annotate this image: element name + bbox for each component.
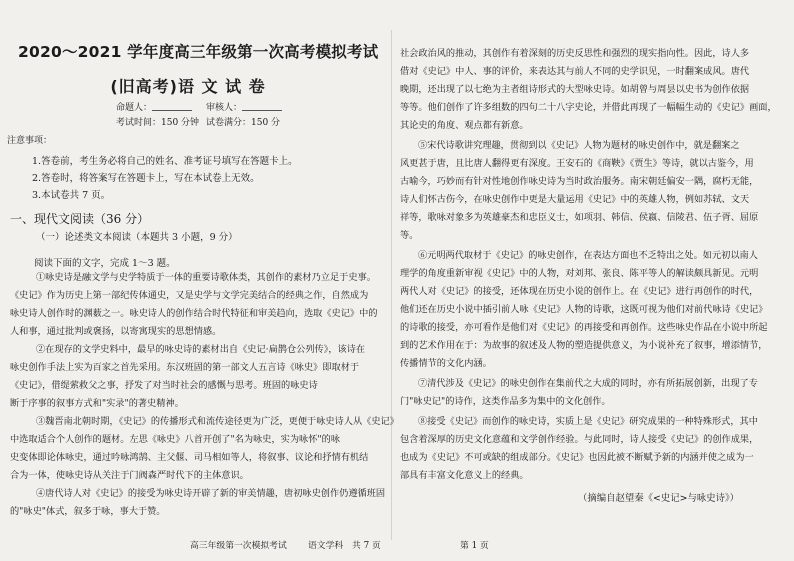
passage-line: 古喻今，巧妙而有针对性地创作咏史诗为当时政治服务。南宋朝廷偏安一隅，腐朽无能， [400, 176, 759, 187]
footer-subject-pages: 语文学科 共 7 页 [308, 541, 381, 551]
passage-line: 合为一体，使咏史诗从关注于门阀森严时代下的主体意识。 [10, 470, 249, 481]
passage-line: 传播情节的文化内涵。 [400, 358, 492, 369]
passage-line: 诗人们怀古伤今，在咏史创作中更是大量运用《史记》中的英雄人物，例如苏轼、文天 [400, 194, 750, 205]
passage-line: ①咏史诗是融文学与史学特质于一体的重要诗歌体类，其创作的素材乃立足于史事。 [36, 272, 376, 283]
exam-full-score: 试卷满分：150 分 [206, 118, 281, 128]
passage-line: 的"咏史"体式，叙多于咏，事大于赞。 [10, 506, 166, 517]
passage-line: 其论史的角度、观点都有新意。 [400, 120, 529, 131]
passage-line: 祥等，歌咏对象多为英雄豪杰和忠臣义士，如项羽、韩信、侯嬴、信陵君、伍子胥、屈原 [400, 212, 759, 223]
notice-heading: 注意事项： [7, 136, 53, 146]
passage-line: 部具有丰富文化意义上的经典。 [400, 470, 529, 481]
passage-line: 等。 [400, 230, 419, 241]
setter-label: 命题人： [116, 103, 153, 113]
section-title: 一、现代文阅读（36 分） [10, 212, 150, 226]
passage-line: 咏史创作手法上实为百家之首先采用。东汉班固的第一部文人五言诗《咏史》即取材于 [10, 362, 360, 373]
notice-item: 2.答卷时，将答案写在答题卡上，写在本试卷上无效。 [32, 173, 260, 184]
passage-line: 他们还在历史小说中插引前人咏《史记》人物的诗歌，这既可视为他们对前代咏诗《史记》 [400, 304, 768, 315]
passage-line: 理学的角度重新审视《史记》中的人物，对刘邦、张良、陈平等人的解读颇具新见。元明 [400, 268, 759, 279]
footer-page-number: 第 1 页 [460, 541, 489, 551]
passage-line: ⑧接受《史记》而创作的咏史诗，实质上是《史记》研究成果的一种特殊形式，其中 [418, 416, 758, 427]
passage-line: ⑥元明两代取材于《史记》的咏史创作，在表达方面也不乏特出之处。如元初以南人 [418, 250, 758, 261]
subsection-title: （一）论述类文本阅读（本题共 3 小题，9 分） [36, 232, 238, 243]
passage-line: 风更甚于唐，且比唐人翻得更有深度。王安石的《商鞅》《贾生》等诗，就以古鉴今，用 [400, 158, 754, 169]
notice-item: 3.本试卷共 7 页。 [32, 190, 111, 201]
passage-line: 《史记》，借缇萦救父之事，抒发了对当时社会的感慨与思考。班固的咏史诗 [10, 380, 318, 391]
passage-line: 两代人对《史记》的接受，还体现在历史小说的创作上。在《史记》进行再创作的时代， [400, 286, 759, 297]
passage-line: 断于序事的叙事方式和"实录"的著史精神。 [10, 398, 184, 409]
passage-line: ④唐代诗人对《史记》的接受为咏史诗开辟了新的审美情趣，唐初咏史创作仍遵循班固 [36, 488, 386, 499]
exam-subtitle: (旧高考)语 文 试 卷 [110, 77, 266, 96]
passage-line: 咏史诗人创作时的渊薮之一。咏史诗人的创作结合时代特征和审美趋向，选取《史记》中的 [10, 308, 378, 319]
setter-blank [152, 110, 192, 111]
exam-title: 2020～2021 学年度高三年级第一次高考模拟考试 [18, 43, 379, 61]
footer-exam-title: 高三年级第一次模拟考试 [190, 541, 287, 551]
exam-duration: 考试时间：150 分钟 [116, 118, 200, 128]
passage-line: 社会政治风的推动，其创作有着深刻的历史反思性和强烈的现实指向性。因此，诗人多 [400, 48, 750, 59]
passage-line: 史变体即论体咏史，通过吟咏鸿鹄、主父偃、司马相如等人，将叙事、议论和抒情有机结 [10, 452, 369, 463]
passage-line: 借对《史记》中人、事的评价，来表达其与前人不同的史学识见，一时翻案成风。唐代 [400, 66, 750, 77]
passage-line: 也成为《史记》不可或缺的组成部分。《史记》也因此被不断赋予新的内涵并使之成为一 [400, 452, 754, 463]
source-attribution: （摘编自赵望秦《<史记>与咏史诗》） [578, 493, 740, 504]
passage-line: 人和事，通过批判或褒扬，以寄寓现实的思想情感。 [10, 326, 222, 337]
passage-line: ⑦清代涉及《史记》的咏史创作在集前代之大成的同时，亦有所拓展创新，出现了专 [418, 378, 758, 389]
passage-line: 晚期，还出现了以七绝为主者组诗形式的大型咏史诗。如胡曾与周昙以史书为创作依据 [400, 84, 750, 95]
notice-item: 1.答卷前，考生务必将自己的姓名、准考证号填写在答题卡上。 [32, 156, 298, 167]
reviewer-blank [242, 110, 282, 111]
passage-line: 到的艺术作用在于：为故事的叙述及人物的塑造提供意义，为小说补充了叙事，增添情节， [400, 340, 768, 351]
passage-line: ②在现存的文学史料中，最早的咏史诗的素材出自《史记·扁鹊仓公列传》，该诗在 [36, 344, 366, 355]
page-fold [391, 30, 392, 540]
passage-line: 中选取适合个人创作的题材。左思《咏史》八首开创了"名为咏史，实为咏怀"的咏 [10, 434, 341, 445]
passage-line: 等等。他们创作了许多组数的四句二十八字史论，并借此再现了一幅幅生动的《史记》画面， [400, 102, 777, 113]
passage-line: ③魏晋南北朝时期，《史记》的传播形式和流传途径更为广泛，更便于咏史诗人从《史记》 [36, 416, 399, 427]
passage-line: 门"咏史记"的诗作，这类作品多为集中的文化创作。 [400, 396, 611, 407]
passage-line: 的诗歌的接受，亦可看作是他们对《史记》的再接受和再创作。这些咏史作品在小说中所起 [400, 322, 768, 333]
passage-line: ⑤宋代诗歌讲究理趣，贯彻到以《史记》人物为题材的咏史创作中，就是翻案之 [418, 140, 740, 151]
reviewer-label: 审核人： [206, 103, 243, 113]
passage-line: 包含着深厚的历史文化意蕴和文学创作经验。与此同时，诗人接受《史记》的创作成果， [400, 434, 759, 445]
reading-instruction: 阅读下面的文字，完成 1～3 题。 [34, 258, 176, 269]
passage-line: 《史记》作为历史上第一部纪传体通史，又是史学与文学完美结合的经典之作，自然成为 [10, 290, 369, 301]
